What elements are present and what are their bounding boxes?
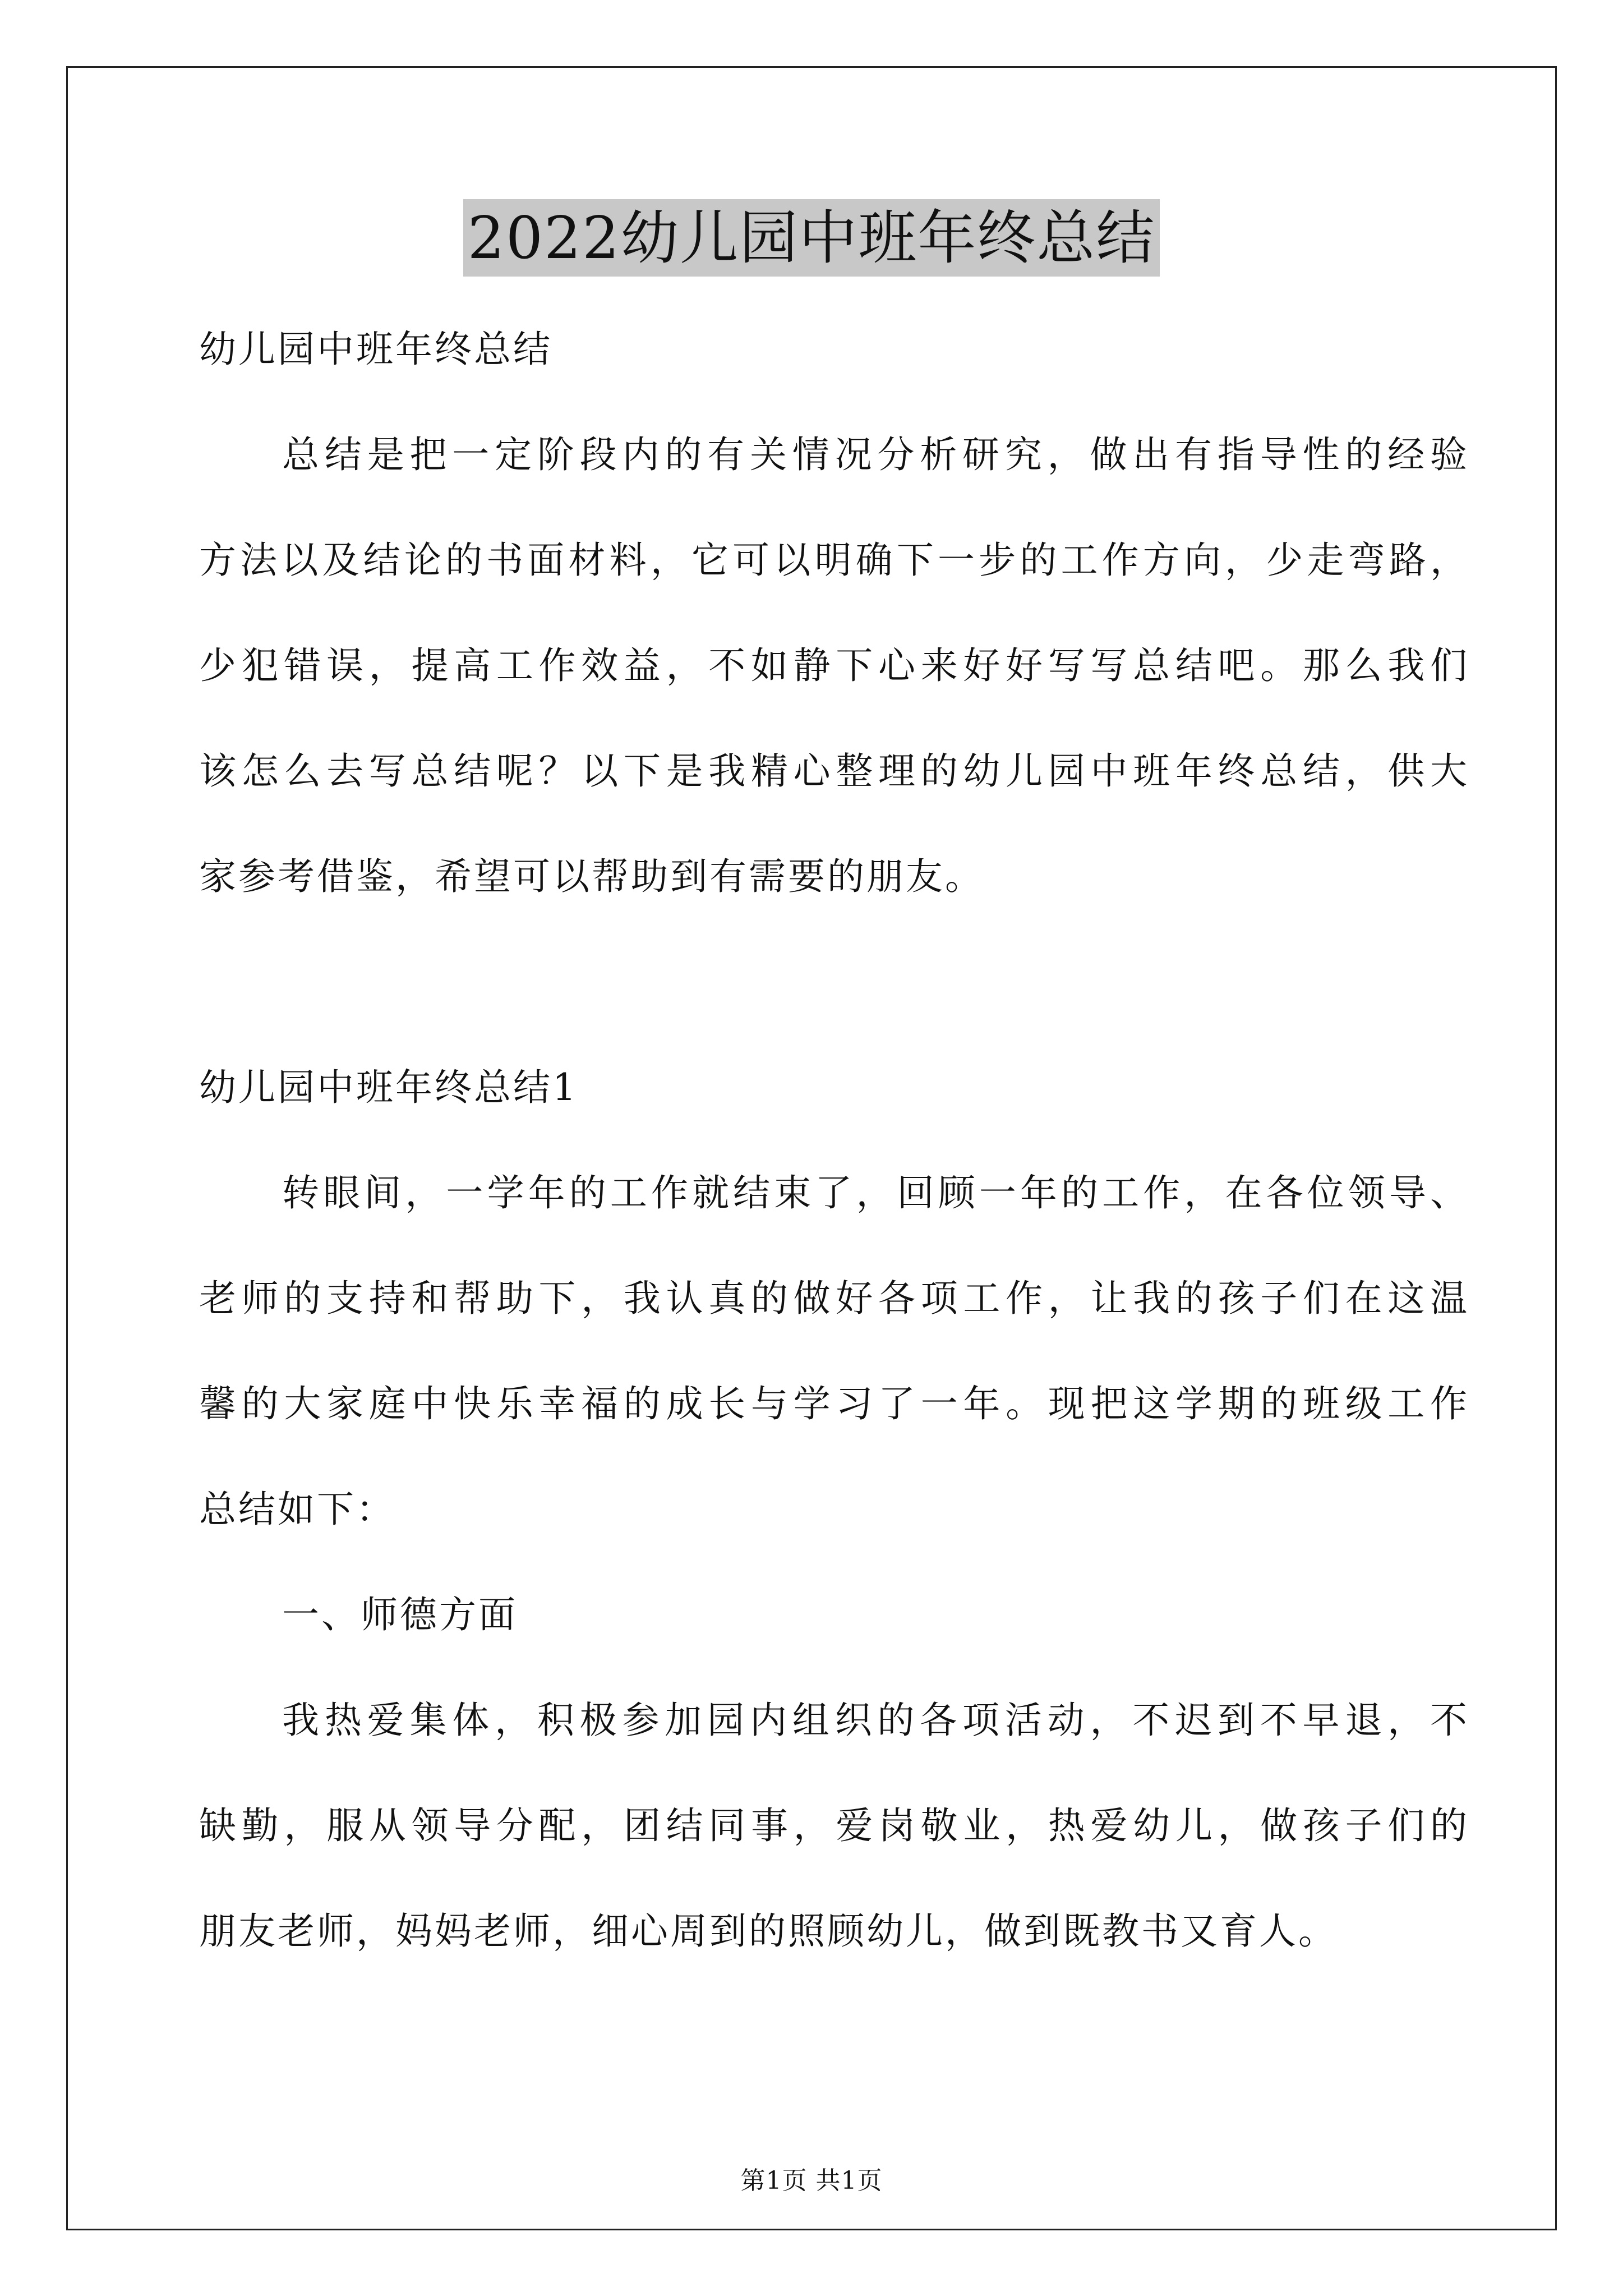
section1-heading: 幼儿园中班年终总结1: [199, 1066, 578, 1109]
section1-line: 老师的支持和帮助下，我认真的做好各项工作，让我的孩子们在这温: [199, 1277, 1469, 1320]
intro-paragraph: [199, 428, 1469, 904]
document-body: [199, 323, 1469, 2010]
intro-line: 家参考借鉴，希望可以帮助到有需要的朋友。: [199, 855, 984, 898]
subheading-ethics: 一、师德方面: [282, 1593, 518, 1636]
ethics-line: 缺勤，服从领导分配，团结同事，爱岗敬业，热爱幼儿，做孩子们的: [199, 1804, 1469, 1847]
ethics-line: 朋友老师，妈妈老师，细心周到的照顾幼儿，做到既教书又育人。: [199, 1910, 1338, 1953]
title-container: [0, 199, 1623, 277]
section1-line: 馨的大家庭中快乐幸福的成长与学习了一年。现把这学期的班级工作: [199, 1382, 1469, 1425]
section1-line: 转眼间，一学年的工作就结束了，回顾一年的工作，在各位领导、: [282, 1171, 1469, 1214]
intro-heading: 幼儿园中班年终总结: [199, 328, 552, 371]
ethics-line: 我热爱集体，积极参加园内组织的各项活动，不迟到不早退，不: [282, 1699, 1469, 1742]
intro-line: 方法以及结论的书面材料，它可以明确下一步的工作方向，少走弯路，: [199, 539, 1469, 582]
section1-paragraph: [199, 1166, 1469, 1536]
page-footer: 第1页 共1页: [740, 2166, 883, 2195]
intro-line: 该怎么去写总结呢？以下是我精心整理的幼儿园中班年终总结，供大: [199, 749, 1469, 793]
intro-line: 总结是把一定阶段内的有关情况分析研究，做出有指导性的经验: [282, 433, 1469, 476]
intro-line: 少犯错误，提高工作效益，不如静下心来好好写写总结吧。那么我们: [199, 644, 1469, 687]
document-title: 2022幼儿园中班年终总结: [463, 199, 1160, 277]
ethics-paragraph: [199, 1694, 1469, 1958]
section1-line: 总结如下：: [199, 1488, 395, 1531]
